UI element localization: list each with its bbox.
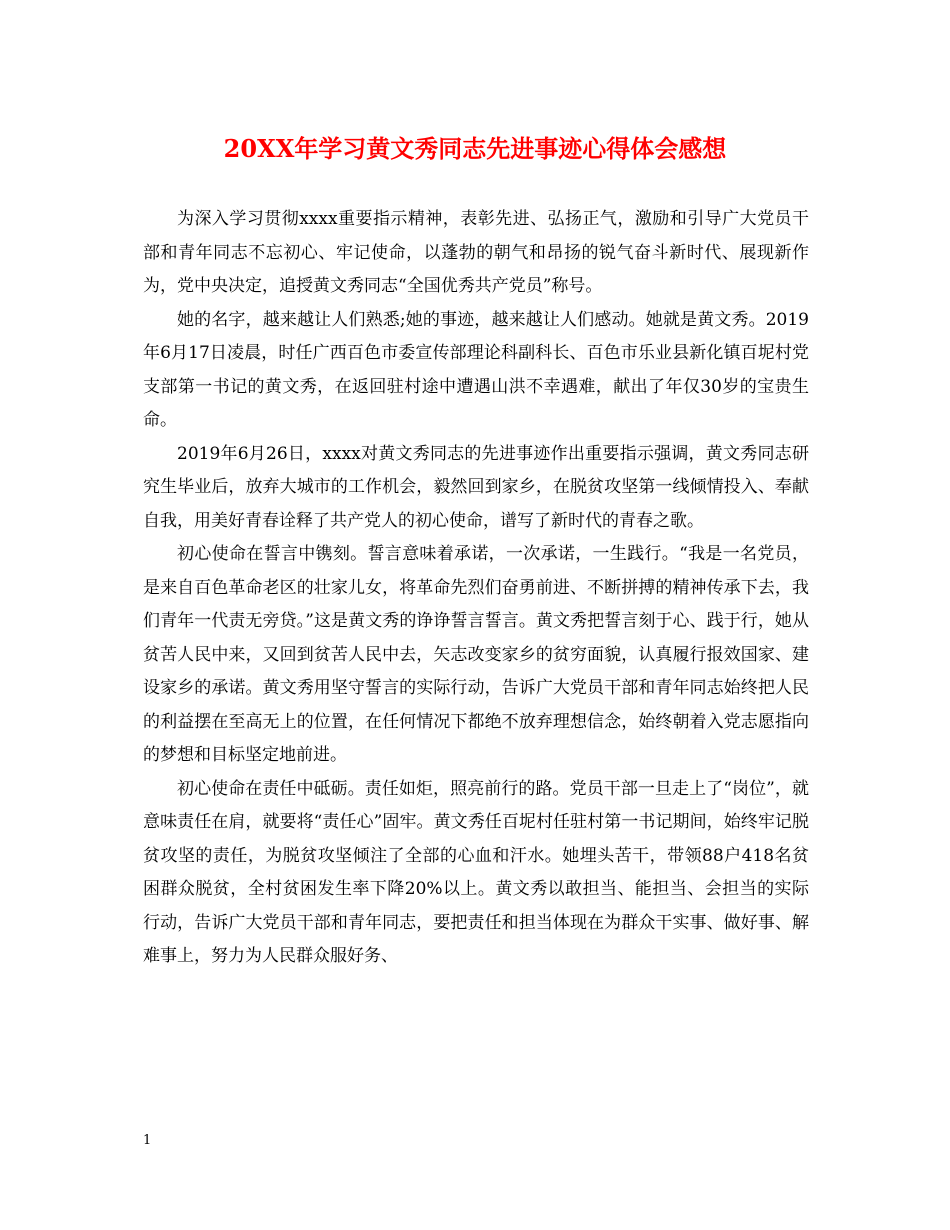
paragraph-3: 2019年6月26日，xxxx对黄文秀同志的先进事迹作出重要指示强调，黄文秀同志研究生毕业后，放弃大城市的工作机会，毅然回到家乡，在脱贫攻坚第一线倾情投入、奉献自我，用美好青春诠释了共产党人的初心使命，谱写了新时代的青春之歌。 — [143, 443, 809, 531]
document-title: 20XX年学习黄文秀同志先进事迹心得体会感想 — [223, 134, 727, 163]
paragraph-4: 初心使命在誓言中镌刻。誓言意味着承诺，一次承诺，一生践行。“我是一名党员，是来自百色革命老区的壮家儿女，将革命先烈们奋勇前进、不断拼搏的精神传承下去，我们青年一代责无旁贷。”这是黄文秀的诤诤誓言誓言。黄文秀把誓言刻于心、践于行，她从贫苦人民中来，又回到贫苦人民中去，矢志改变家乡的贫穷面貌，认真履行报效国家、建设家乡的承诺。黄文秀用坚守誓言的实际行动，告诉广大党员干部和青年同志始终把人民的利益摆在至高无上的位置，在任何情况下都绝不放弃理想信念，始终朝着入党志愿指向的梦想和目标坚定地前进。 — [143, 544, 809, 765]
paragraph-1: 为深入学习贯彻xxxx重要指示精神，表彰先进、弘扬正气，激励和引导广大党员干部和青年同志不忘初心、牢记使命，以蓬勃的朝气和昂扬的锐气奋斗新时代、展现新作为，党中央决定，追授黄文秀同志“全国优秀共产党员”称号。 — [143, 209, 809, 296]
paragraph-2: 她的名字，越来越让人们熟悉;她的事迹，越来越让人们感动。她就是黄文秀。2019年6月17日凌晨，时任广西百色市委宣传部理论科副科长、百色市乐业县新化镇百坭村党支部第一书记的黄文秀，在返回驻村途中遭遇山洪不幸遇难，献出了年仅30岁的宝贵生命。 — [143, 309, 809, 430]
document-body — [143, 203, 809, 974]
page-number: 1 — [143, 1133, 152, 1148]
paragraph-5: 初心使命在责任中砥砺。责任如炬，照亮前行的路。党员干部一旦走上了“岗位”，就意味责任在肩，就要将“责任心”固牢。黄文秀任百坭村任驻村第一书记期间，始终牢记脱贫攻坚的责任，为脱贫攻坚倾注了全部的心血和汗水。她埋头苦干，带领88户418名贫困群众脱贫，全村贫困发生率下降20%以上。黄文秀以敢担当、能担当、会担当的实际行动，告诉广大党员干部和青年同志，要把责任和担当体现在为群众干实事、做好事、解难事上，努力为人民群众服好务、 — [143, 778, 809, 966]
